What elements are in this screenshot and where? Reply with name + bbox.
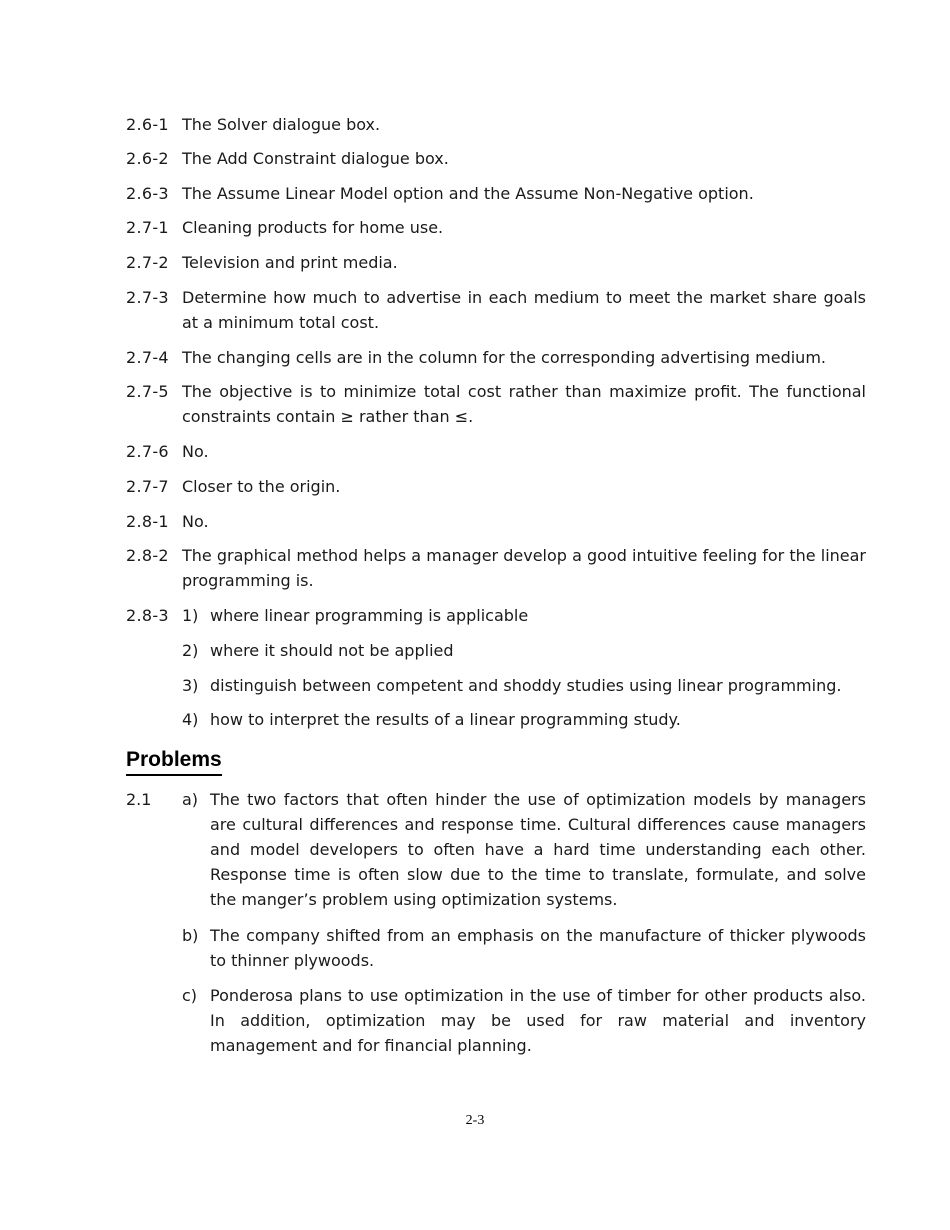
answer-text: Closer to the origin. xyxy=(182,477,341,496)
answer-row xyxy=(126,285,866,335)
answer-text: Television and print media. xyxy=(182,253,398,272)
answer-text: The Add Constraint dialogue box. xyxy=(182,149,449,168)
problem-part xyxy=(182,923,866,973)
answer-text: No. xyxy=(182,512,209,531)
problem-part xyxy=(182,787,866,912)
problem-part xyxy=(182,983,866,1058)
part-marker: a) xyxy=(182,790,199,809)
list-item xyxy=(182,707,866,732)
part-marker: c) xyxy=(182,986,198,1005)
answer-number: 2.7-4 xyxy=(126,348,169,367)
answer-row xyxy=(126,474,866,499)
list-item xyxy=(182,603,866,628)
part-text: The two factors that often hinder the use of optimization models by managers are cultural differences and response time. Cultural differences cause managers and model developers to often have a hard time understanding each other. Response time is often slow due to the time to translate, formulate, and solve the manger’s problem using optimization systems. xyxy=(210,790,866,909)
list-marker: 4) xyxy=(182,710,199,729)
answer-row xyxy=(126,215,866,240)
answer-text: The graphical method helps a manager develop a good intuitive feeling for the linear programming is. xyxy=(182,546,866,590)
section-heading: Problems xyxy=(126,747,222,776)
answer-number: 2.6-3 xyxy=(126,184,169,203)
answer-number: 2.8-1 xyxy=(126,512,169,531)
answer-number: 2.8-3 xyxy=(126,606,169,625)
list-marker: 1) xyxy=(182,606,199,625)
answer-row xyxy=(126,112,866,137)
answer-number: 2.7-3 xyxy=(126,288,169,307)
answer-text: No. xyxy=(182,442,209,461)
answer-number: 2.7-6 xyxy=(126,442,169,461)
answer-text: Determine how much to advertise in each medium to meet the market share goals at a minimum total cost. xyxy=(182,288,866,332)
answer-text: The objective is to minimize total cost rather than maximize profit. The functional constraints contain ≥ rather than ≤. xyxy=(182,382,866,426)
answer-number: 2.7-1 xyxy=(126,218,169,237)
answer-row xyxy=(126,379,866,429)
list-marker: 2) xyxy=(182,641,199,660)
list-text: where it should not be applied xyxy=(210,641,454,660)
answer-row xyxy=(126,146,866,171)
list-text: distinguish between competent and shoddy studies using linear programming. xyxy=(210,676,842,695)
answer-row xyxy=(126,543,866,593)
answer-row xyxy=(126,439,866,464)
answer-number: 2.7-2 xyxy=(126,253,169,272)
answer-number: 2.6-1 xyxy=(126,115,169,134)
answer-row xyxy=(126,181,866,206)
part-text: Ponderosa plans to use optimization in the use of timber for other products also. In addition, optimization may be used for raw material and inventory management and for financial planning. xyxy=(210,986,866,1055)
answer-text: The Solver dialogue box. xyxy=(182,115,381,134)
answer-row xyxy=(126,250,866,275)
answer-row xyxy=(126,345,866,370)
page-number: 2-3 xyxy=(465,1113,485,1128)
answer-number: 2.7-7 xyxy=(126,477,169,496)
answer-row xyxy=(126,509,866,534)
answer-text: The Assume Linear Model option and the Assume Non-Negative option. xyxy=(182,184,754,203)
answer-number: 2.8-2 xyxy=(126,546,169,565)
answer-number: 2.7-5 xyxy=(126,382,169,401)
list-marker: 3) xyxy=(182,676,199,695)
answer-text: Cleaning products for home use. xyxy=(182,218,444,237)
part-marker: b) xyxy=(182,926,199,945)
part-text: The company shifted from an emphasis on the manufacture of thicker plywoods to thinner plywoods. xyxy=(210,926,866,970)
problem-number: 2.1 xyxy=(126,790,152,809)
list-text: how to interpret the results of a linear programming study. xyxy=(210,710,681,729)
list-item xyxy=(182,638,866,663)
answer-text: The changing cells are in the column for the corresponding advertising medium. xyxy=(182,348,826,367)
list-text: where linear programming is applicable xyxy=(210,606,529,625)
answer-number: 2.6-2 xyxy=(126,149,169,168)
list-item xyxy=(182,673,866,698)
